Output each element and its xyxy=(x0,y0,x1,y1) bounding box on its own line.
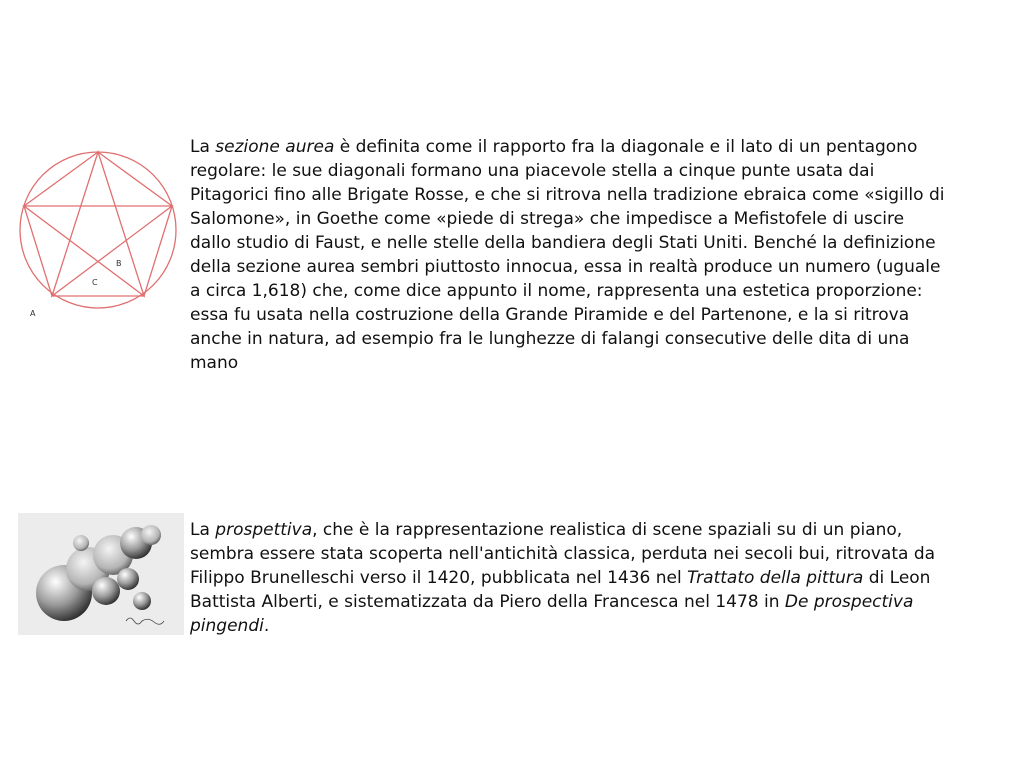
circumscribed-circle xyxy=(20,152,176,308)
pentagram-star xyxy=(24,152,172,296)
perspective-paragraph xyxy=(190,518,950,638)
pentagram-figure xyxy=(18,140,183,325)
para2-body-a: , che è la rappresentazione realistica di scene spaziali su di un piano, sembra essere stata scoperta nell'antichità classica, perduta nei secoli bui, ritrovata da Filippo Brunelleschi verso il 1420, pubblicata nel 1436 nel xyxy=(190,520,936,588)
para2-body-b: di Leon Battista Alberti, e sistematizzata da Piero della Francesca nel 1478 in xyxy=(190,568,931,612)
work-de-prospectiva-pingendi: De prospectiva pingendi xyxy=(190,592,914,636)
pentagon xyxy=(24,152,172,296)
point-label-c: C xyxy=(92,278,98,287)
point-label-a: A xyxy=(30,309,36,318)
work-trattato-della-pittura: Trattato della pittura xyxy=(687,568,864,588)
point-label-b: B xyxy=(116,259,122,268)
term-sezione-aurea: sezione aurea xyxy=(215,137,335,157)
para2-body-c: . xyxy=(263,616,270,636)
term-prospettiva: prospettiva xyxy=(215,520,313,540)
spheres-drawing xyxy=(18,513,184,635)
para1-body: è definita come il rapporto fra la diagonale e il lato di un pentagono regolare: le sue diagonali formano una piacevole stella a cinque punte usata dai Pitagorici fino alle Brigate Rosse, e che si ritrova nella tradizione ebraica come «sigillo di Salomone», in Goethe come «piede di strega» che impedisce a Mefistofele di uscire dallo studio di Faust, e nelle stelle della bandiera degli Stati Uniti. Benché la definizione della sezione aurea sembri piuttosto innocua, essa in realtà produce un numero (uguale a circa 1,618) che, come dice appunto il nome, rappresenta una estetica proporzione: essa fu usata nella costruzione della Grande Piramide e del Partenone, e la si ritrova anche in natura, ad esempio fra le lunghezze di falangi consecutive delle dita di una mano xyxy=(190,137,945,373)
para2-lead: La xyxy=(190,520,216,540)
para1-lead: La xyxy=(190,137,216,157)
golden-ratio-paragraph xyxy=(190,135,950,375)
